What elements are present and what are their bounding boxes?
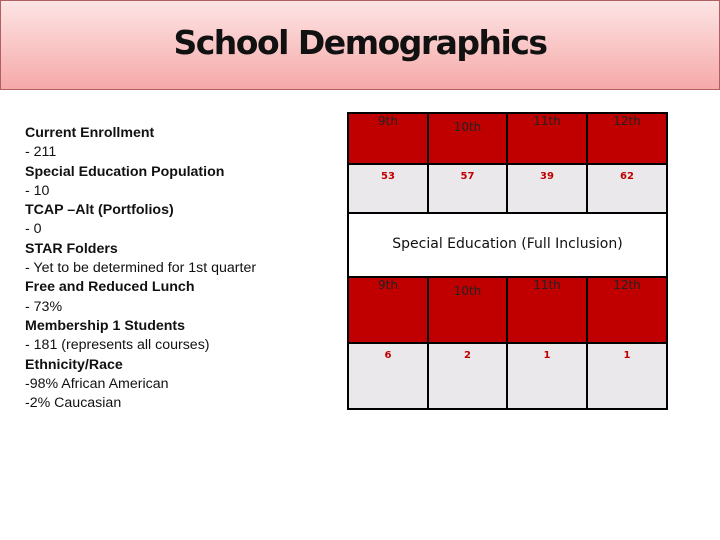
sped-grade-header: 10th xyxy=(427,276,508,344)
demographics-line: - 10 xyxy=(25,182,50,199)
grade-header: 9th xyxy=(347,112,429,165)
sped-grade-header: 11th xyxy=(506,276,588,344)
demographics-line: Ethnicity/Race xyxy=(25,356,123,373)
sped-cell: 6 xyxy=(347,342,429,410)
grade-header: 11th xyxy=(506,112,588,165)
page-title: School Demographics xyxy=(173,23,547,62)
demographics-list xyxy=(25,124,256,413)
demographics-line: TCAP –Alt (Portfolios) xyxy=(25,202,174,219)
demographics-line: -98% African American xyxy=(25,375,169,392)
sped-cell: 2 xyxy=(427,342,508,410)
demographics-line: STAR Folders xyxy=(25,240,118,257)
demographics-line: - 73% xyxy=(25,298,63,315)
demographics-line: Membership 1 Students xyxy=(25,317,186,334)
enrollment-cell: 53 xyxy=(347,163,429,214)
demographics-line: Special Education Population xyxy=(25,163,225,180)
demographics-line: - 0 xyxy=(25,221,42,238)
grade-header: 10th xyxy=(427,112,508,165)
grade-table xyxy=(347,112,666,408)
grade-header: 12th xyxy=(586,112,668,165)
sped-cell: 1 xyxy=(506,342,588,410)
sped-grade-header: 12th xyxy=(586,276,668,344)
title-banner xyxy=(0,0,720,90)
demographics-line: - Yet to be determined for 1st quarter xyxy=(25,260,257,277)
sped-grade-header: 9th xyxy=(347,276,429,344)
demographics-line: - 181 (represents all courses) xyxy=(25,337,210,354)
demographics-line: -2% Caucasian xyxy=(25,395,122,412)
demographics-line: Free and Reduced Lunch xyxy=(25,279,195,296)
enrollment-cell: 39 xyxy=(506,163,588,214)
sped-cell: 1 xyxy=(586,342,668,410)
section-label: Special Education (Full Inclusion) xyxy=(347,212,668,278)
enrollment-cell: 57 xyxy=(427,163,508,214)
enrollment-cell: 62 xyxy=(586,163,668,214)
demographics-line: Current Enrollment xyxy=(25,125,155,141)
demographics-line: - 211 xyxy=(25,144,57,161)
